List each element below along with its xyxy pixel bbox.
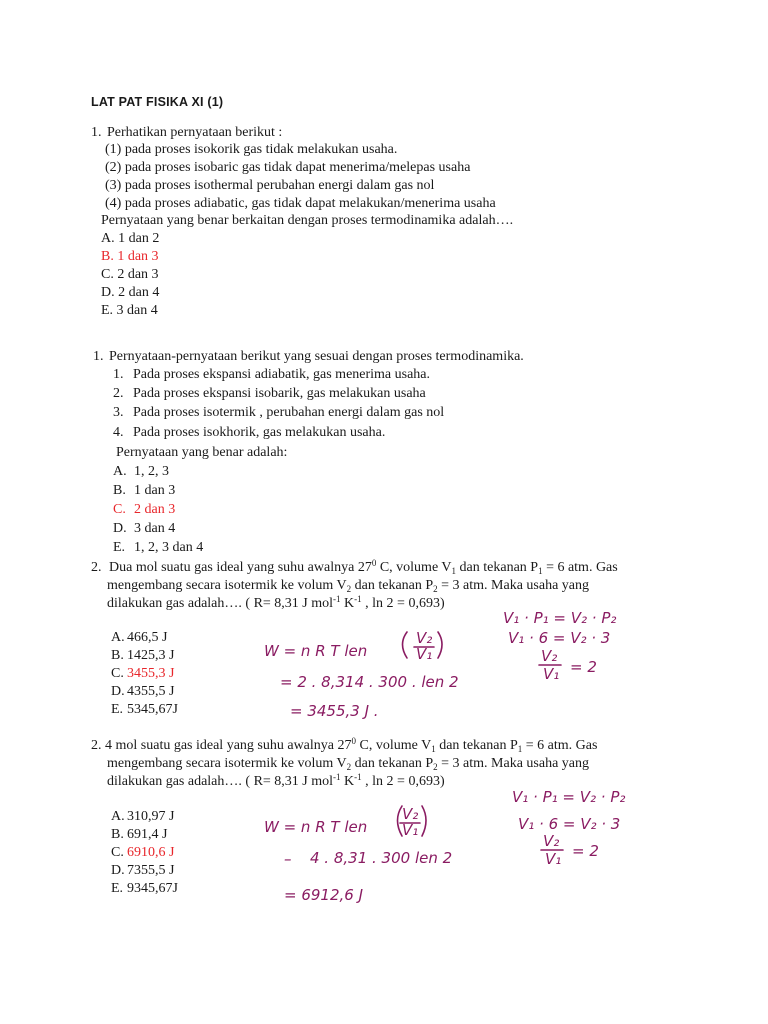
handwritten-fraction-denominator: V₁ <box>545 850 562 868</box>
handwritten-fraction-numerator: V₂ <box>543 832 560 850</box>
question-prompt: Pernyataan yang benar berkaitan dengan proses termodinamika adalah…. <box>101 213 514 228</box>
handwritten-pressure-volume-relation: V₁ · P₁ = V₂ · P₂ <box>503 609 617 627</box>
handwritten-solution <box>250 788 670 918</box>
option-a: 466,5 J <box>127 630 168 645</box>
handwritten-ratio-result: = 2 <box>572 842 599 860</box>
question-stem-line-3: dilakukan gas adalah…. ( R= 8,31 J mol$^{-1}$ $K^{-1}$ , ln 2 = 0,693) <box>107 772 445 789</box>
option-c-correct: 6910,6 J <box>127 845 175 860</box>
option-d: D. 2 dan 4 <box>101 285 160 300</box>
handwritten-work-calculation: 4 . 8,31 . 300 len 2 <box>310 849 453 867</box>
question-stem: Pernyataan-pernyataan berikut yang sesuai dengan proses termodinamika. <box>109 349 524 364</box>
handwritten-left-paren <box>403 632 408 658</box>
question-number: 1. <box>93 349 104 364</box>
handwritten-substitution: V₁ · 6 = V₂ · 3 <box>508 629 611 647</box>
list-number: 1. <box>113 367 124 382</box>
question-stem-line-1: 4 mol suatu gas ideal yang suhu awalnya $27^0$ C, volume $V_1$ dan tekanan $P_1 = 6$ atm. Gas <box>105 736 598 754</box>
option-letter: A. <box>113 464 127 479</box>
option-e: 9345,67J <box>127 881 178 896</box>
question-number: 2. <box>91 738 102 753</box>
list-number: 4. <box>113 425 124 440</box>
handwritten-solution <box>250 609 670 732</box>
question-stem-line-2: mengembang secara isotermik ke volum $V_2$ dan tekanan $P_2 = 3$ atm. Maka usaha yang <box>107 578 590 594</box>
option-e: 1, 2, 3 dan 4 <box>134 540 204 555</box>
option-d: 3 dan 4 <box>134 521 176 536</box>
handwritten-substitution: V₁ · 6 = V₂ · 3 <box>518 815 621 833</box>
handwritten-formula-denominator: V₁ <box>402 821 419 839</box>
handwritten-right-paren <box>438 632 442 658</box>
option-letter: E. <box>111 881 124 896</box>
list-item: Pada proses isokhorik, gas melakukan usaha. <box>133 425 386 440</box>
list-item: Pada proses isotermik , perubahan energi dalam gas nol <box>133 405 445 420</box>
list-number: 2. <box>113 386 124 401</box>
handwritten-work-calculation: = 2 . 8,314 . 300 . len 2 <box>280 673 459 691</box>
statement: (2) pada proses isobaric gas tidak dapat menerima/melepas usaha <box>105 160 471 175</box>
question-number: 1. <box>91 125 102 140</box>
handwritten-approx-sign: – <box>284 850 292 868</box>
option-letter: A. <box>111 630 125 645</box>
question-stem-line-2: mengembang secara isotermik ke volum $V_2$ dan tekanan $P_2 = 3$ atm. Maka usaha yang <box>107 756 590 772</box>
option-letter: D. <box>111 684 125 699</box>
option-a: 310,97 J <box>127 809 175 824</box>
question-stem-line-3: dilakukan gas adalah…. ( R= 8,31 J mol$^{-1}$ $K^{-1}$ , ln 2 = 0,693) <box>107 594 445 611</box>
question-stem: Perhatikan pernyataan berikut : <box>107 125 283 140</box>
option-b: 691,4 J <box>127 827 168 842</box>
option-letter: A. <box>111 809 125 824</box>
option-c-correct: 2 dan 3 <box>134 502 176 517</box>
handwritten-work-result: = 6912,6 J <box>284 886 364 904</box>
list-number: 3. <box>113 405 124 420</box>
option-letter: B. <box>111 648 124 663</box>
handwritten-formula-numerator: V₂ <box>416 629 433 647</box>
option-letter: B. <box>111 827 124 842</box>
handwritten-work-formula: W = n R T len <box>264 642 368 660</box>
option-e: 5345,67J <box>127 702 178 717</box>
question-number: 2. <box>91 560 102 575</box>
statement: (1) pada proses isokorik gas tidak melakukan usaha. <box>105 142 398 157</box>
option-c: C. 2 dan 3 <box>101 267 159 282</box>
handwritten-formula-numerator: V₂ <box>402 805 419 823</box>
option-d: 4355,5 J <box>127 684 175 699</box>
question-prompt: Pernyataan yang benar adalah: <box>116 445 288 460</box>
handwritten-pressure-volume-relation: V₁ · P₁ = V₂ · P₂ <box>512 788 626 806</box>
option-letter: C. <box>113 502 126 517</box>
option-letter: B. <box>113 483 126 498</box>
page-title: LAT PAT FISIKA XI (1) <box>91 95 224 109</box>
handwritten-fraction-denominator: V₁ <box>543 665 560 683</box>
handwritten-right-paren <box>422 806 426 836</box>
option-letter: E. <box>111 702 124 717</box>
option-b: 1425,3 J <box>127 648 175 663</box>
option-letter: D. <box>111 863 125 878</box>
option-letter: D. <box>113 521 127 536</box>
list-item: Pada proses ekspansi isobarik, gas melakukan usaha <box>133 386 426 401</box>
option-e: E. 3 dan 4 <box>101 303 158 318</box>
option-a: A. 1 dan 2 <box>101 231 160 246</box>
handwritten-fraction-numerator: V₂ <box>541 647 558 665</box>
question-stem-line-1: Dua mol suatu gas ideal yang suhu awalnya $27^0$ C, volume $V_1$ dan tekanan $P_1 = 6$ atm. Gas <box>109 558 618 576</box>
option-letter: E. <box>113 540 126 555</box>
option-c-correct: 3455,3 J <box>127 666 175 681</box>
list-item: Pada proses ekspansi adiabatik, gas menerima usaha. <box>133 367 431 382</box>
option-b: 1 dan 3 <box>134 483 176 498</box>
handwritten-ratio-result: = 2 <box>570 658 597 676</box>
statement: (4) pada proses adiabatic, gas tidak dapat melakukan/menerima usaha <box>105 196 496 211</box>
option-d: 7355,5 J <box>127 863 175 878</box>
statement: (3) pada proses isothermal perubahan energi dalam gas nol <box>105 178 435 193</box>
handwritten-formula-denominator: V₁ <box>416 645 433 663</box>
option-b-correct: B. 1 dan 3 <box>101 249 159 264</box>
option-letter: C. <box>111 845 124 860</box>
handwritten-work-formula: W = n R T len <box>264 818 368 836</box>
handwritten-work-result: = 3455,3 J . <box>290 702 379 720</box>
option-a: 1, 2, 3 <box>134 464 169 479</box>
option-letter: C. <box>111 666 124 681</box>
